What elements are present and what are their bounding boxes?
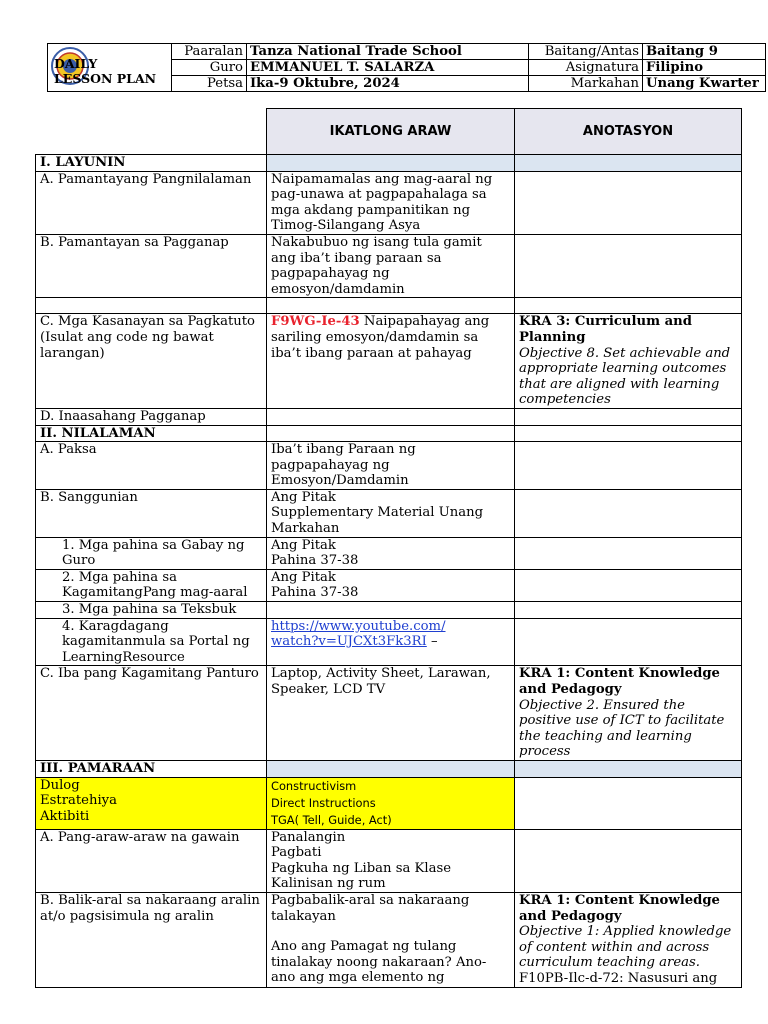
value-guro: EMMANUEL T. SALARZA (247, 60, 529, 76)
table-row (36, 489, 742, 537)
corner-blank (36, 109, 267, 155)
annotation-cell (515, 314, 742, 409)
table-row (36, 171, 742, 234)
row-label: 3. Mga pahina sa Teksbuk (36, 602, 267, 619)
row-label: A. Pamantayang Pangnilalaman (36, 171, 267, 234)
table-row (36, 892, 742, 987)
row-label: 2. Mga pahina sa KagamitangPang mag-aaral (36, 569, 267, 601)
row-content: Iba’t ibang Paraan ng pagpapahayag ng Emosyon/Damdamin (267, 442, 515, 490)
row-label: B. Balik-aral sa nakaraang aralin at/o pagsisimula ng aralin (36, 892, 267, 987)
section-row (36, 425, 742, 442)
row-label: D. Inaasahang Pagganap (36, 408, 267, 425)
value-markahan: Unang Kwarter (643, 76, 766, 92)
value-baitang: Baitang 9 (643, 44, 766, 60)
table-row (36, 408, 742, 425)
kra-label: KRA 1: Content Knowledge and Pedagogy (519, 666, 720, 697)
youtube-link[interactable]: https://www.youtube.com/ (271, 618, 446, 634)
label-guro: Guro (172, 60, 247, 76)
competency-code: F9WG-Ie-43 (271, 314, 360, 330)
table-row (36, 569, 742, 601)
row-label: C. Mga Kasanayan sa Pagkatuto (Isulat ang code ng bawat larangan) (36, 314, 267, 409)
approach-values: Constructivism Direct Instructions TGA( Tell, Guide, Act) (267, 777, 515, 829)
kra-label: KRA 3: Curriculum and Planning (519, 314, 692, 345)
section-title-pamaraan: III. PAMARAAN (36, 760, 267, 777)
annotation-cell (515, 892, 742, 987)
row-content: Nakabubuo ng isang tula gamit ang iba’t ibang paraan sa pagpapahayag ng emosyon/damdamin (267, 234, 515, 297)
table-row (36, 234, 742, 297)
row-content: Panalangin Pagbati Pagkuha ng Liban sa Klase Kalinisan ng rum (267, 829, 515, 892)
column-header-annotation: ANOTASYON (515, 109, 742, 155)
row-content: Ang Pitak Pahina 37-38 (267, 569, 515, 601)
label-baitang: Baitang/Antas (529, 44, 643, 60)
row-content: Naipamamalas ang mag-aaral ng pag-unawa at pagpapahalaga sa mga akdang pampanitikan ng Timog-Silangang Asya (267, 171, 515, 234)
row-content: Ang Pitak Pahina 37-38 (267, 537, 515, 569)
row-label: 4. Karagdagang kagamitanmula sa Portal ng LearningResource (36, 618, 267, 666)
label-paaralan: Paaralan (172, 44, 247, 60)
table-row (36, 777, 742, 829)
objective-text: Objective 8. Set achievable and appropriate learning outcomes that are aligned with learning competencies (519, 345, 731, 408)
annotation-cell (515, 666, 742, 761)
value-petsa: Ika-9 Oktubre, 2024 (247, 76, 529, 92)
school-logo (48, 44, 172, 92)
label-asignatura: Asignatura (529, 60, 643, 76)
row-content: Ang Pitak Supplementary Material Unang Markahan (267, 489, 515, 537)
section-row (36, 760, 742, 777)
row-label: B. Pamantayan sa Pagganap (36, 234, 267, 297)
section-title-nilalaman: II. NILALAMAN (36, 425, 267, 442)
table-row (36, 602, 742, 619)
row-label: B. Sanggunian (36, 489, 267, 537)
value-asignatura: Filipino (643, 60, 766, 76)
youtube-link-cont[interactable]: watch?v=UJCXt3Fk3RI (271, 634, 427, 650)
row-content: Pagbabalik-aral sa nakaraang talakayan Ano ang Pamagat ng tulang tinalakay noong nakaraan? Ano-ano ang mga elemento ng (267, 892, 515, 987)
row-label: 1. Mga pahina sa Gabay ng Guro (36, 537, 267, 569)
approach-labels: Dulog Estratehiya Aktibiti (36, 777, 267, 829)
section-row (36, 155, 742, 172)
daily-lesson-plan-title: DAILY LESSON PLAN (54, 56, 157, 86)
row-label: A. Pang-araw-araw na gawain (36, 829, 267, 892)
spacer-row (36, 298, 742, 314)
competency-code: F10PB-Ilc-d-72: Nasusuri ang (519, 970, 718, 986)
table-row (36, 666, 742, 761)
label-petsa: Petsa (172, 76, 247, 92)
row-label: A. Paksa (36, 442, 267, 490)
table-row (36, 314, 742, 409)
row-content: https://www.youtube.com/ watch?v=UJCXt3Fk3RI – (267, 618, 515, 666)
table-row (36, 537, 742, 569)
table-row (36, 442, 742, 490)
kra-label: KRA 1: Content Knowledge and Pedagogy (519, 892, 720, 924)
row-content: Laptop, Activity Sheet, Larawan, Speaker, LCD TV (267, 666, 515, 761)
table-row (36, 618, 742, 666)
label-markahan: Markahan (529, 76, 643, 92)
section-title-layunin: I. LAYUNIN (36, 155, 267, 172)
header-table (47, 43, 766, 92)
objective-text: Objective 2. Ensured the positive use of ICT to facilitate the teaching and learning process (519, 697, 725, 760)
lesson-plan-table (35, 108, 742, 988)
table-row (36, 829, 742, 892)
objective-text: Objective 1: Applied knowledge of content within and across curriculum teaching areas. (519, 924, 732, 971)
value-paaralan: Tanza National Trade School (247, 44, 529, 60)
row-content: F9WG-Ie-43 Naipapahayag ang sariling emosyon/damdamin sa iba’t ibang paraan at pahayag (267, 314, 515, 409)
column-header-day: IKATLONG ARAW (267, 109, 515, 155)
row-label: C. Iba pang Kagamitang Panturo (36, 666, 267, 761)
